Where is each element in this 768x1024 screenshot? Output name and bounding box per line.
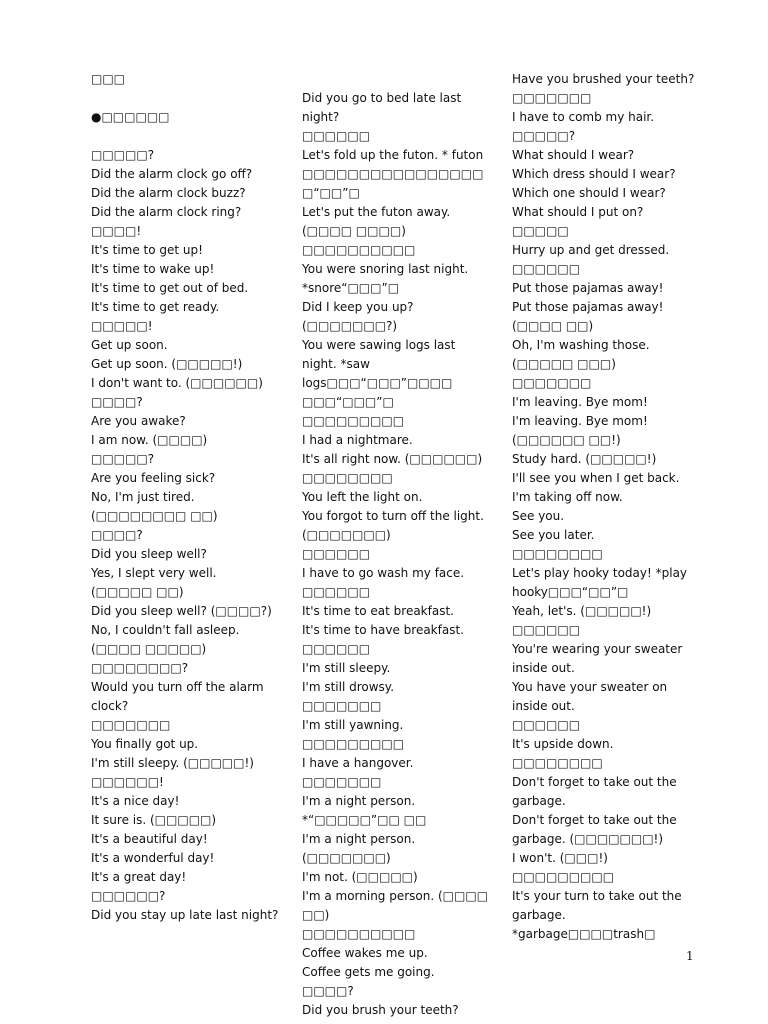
text-line: I'm still yawning. <box>302 718 404 732</box>
text-line: It's time to get ready. <box>91 300 220 314</box>
text-line: Would you turn off the alarm clock? <box>91 680 268 713</box>
blank-line <box>91 89 281 108</box>
text-line: Let's put the futon away. (□□□□ □□□□) <box>302 205 455 238</box>
text-line: □□□□□□□□□ <box>512 870 615 884</box>
text-line: □□□□□□ <box>302 547 371 561</box>
text-line: □□□□! <box>91 224 142 238</box>
text-line: □□□□□□□ <box>91 718 171 732</box>
text-line: Hurry up and get dressed. <box>512 243 670 257</box>
text-line: □□□□□□□□□□ <box>302 927 416 941</box>
text-line: It's time to get up! <box>91 243 203 257</box>
text-line: Did you go to bed late last night? <box>302 91 465 124</box>
text-line: □□□ <box>91 72 126 86</box>
text-line: □□□□? <box>302 984 354 998</box>
text-line: □□□□□! <box>91 319 153 333</box>
text-line: □□□□□□ <box>512 262 581 276</box>
text-line: □□□□□? <box>512 129 576 143</box>
blank-line <box>91 127 281 146</box>
text-line: Put those pajamas away! <box>512 281 664 295</box>
text-line: □□□□□□? <box>91 889 166 903</box>
text-line: It's time to wake up! <box>91 262 215 276</box>
text-line: It's a wonderful day! <box>91 851 215 865</box>
text-line: No, I'm just tired. (□□□□□□□□ □□) <box>91 490 218 523</box>
text-line: I had a nightmare. <box>302 433 413 447</box>
text-line: Did you sleep well? <box>91 547 207 561</box>
text-line: It's all right now. (□□□□□□) <box>302 452 483 466</box>
text-line: □□□□□□□ <box>302 775 382 789</box>
text-line: □□□□□□□□□ <box>302 737 405 751</box>
text-line: Have you brushed your teeth? <box>512 72 695 86</box>
text-line: Are you feeling sick? <box>91 471 216 485</box>
page-number: 1 <box>686 949 694 963</box>
text-line: I'm a night person. (□□□□□□□) <box>302 832 419 865</box>
text-line: □□□□□□□□ <box>512 756 603 770</box>
text-line: I'm a night person. *“□□□□□”□□ □□ <box>302 794 427 827</box>
text-line: I don't want to. (□□□□□□) <box>91 376 263 390</box>
text-line: Put those pajamas away! (□□□□ □□) <box>512 300 668 333</box>
text-line: It's a great day! <box>91 870 187 884</box>
text-line: □□□□□□□□□ <box>302 414 405 428</box>
text-line: I'm leaving. Bye mom! <box>512 395 648 409</box>
text-line: I am now. (□□□□) <box>91 433 208 447</box>
text-line: You have your sweater on inside out. <box>512 680 671 713</box>
text-line: Yeah, let's. (□□□□□!) <box>512 604 652 618</box>
text-line: I'm not. (□□□□□) <box>302 870 418 884</box>
text-line: Let's fold up the futon. * futon □□□□□□□□□□□□□□□□□“□□”□ <box>302 148 488 200</box>
text-line: □□□□□□ <box>302 585 371 599</box>
text-line: It's your turn to take out the garbage. *garbage□□□□trash□ <box>512 889 686 941</box>
text-line: What should I wear? <box>512 148 635 162</box>
text-line: I'm still sleepy. (□□□□□!) <box>91 756 254 770</box>
text-line: You're wearing your sweater inside out. <box>512 642 687 675</box>
text-line: I'm still drowsy. <box>302 680 395 694</box>
text-line: I have to comb my hair. <box>512 110 655 124</box>
text-line: □□□□? <box>91 528 143 542</box>
text-line: Get up soon. (□□□□□!) <box>91 357 243 371</box>
text-column-middle <box>302 70 492 1020</box>
text-column-right <box>512 70 702 944</box>
text-line: Did the alarm clock ring? <box>91 205 242 219</box>
text-line: You left the light on. <box>302 490 423 504</box>
text-line: Don't forget to take out the garbage. (□□□□□□□!) <box>512 813 681 846</box>
text-line: I have a hangover. <box>302 756 414 770</box>
text-column-left <box>91 70 281 925</box>
text-line: I'll see you when I get back. <box>512 471 680 485</box>
text-line: Coffee gets me going. <box>302 965 435 979</box>
text-line: □□□□□□ <box>302 129 371 143</box>
text-line: What should I put on? <box>512 205 644 219</box>
text-line: □□□□□? <box>91 148 155 162</box>
text-line: ●□□□□□□ <box>91 110 170 124</box>
text-line: Oh, I'm washing those. (□□□□□ □□□) <box>512 338 654 371</box>
text-line: □□□□□□ <box>512 623 581 637</box>
text-line: Study hard. (□□□□□!) <box>512 452 657 466</box>
text-line: Let's play hooky today! *play hooky□□□“□□”□ <box>512 566 691 599</box>
text-line: Which dress should I wear? <box>512 167 676 181</box>
text-line: □□□□□□□□ <box>512 547 603 561</box>
text-line: □□□□□□□□? <box>91 661 189 675</box>
text-line: □□□□□□□ <box>512 376 592 390</box>
text-line: Did the alarm clock buzz? <box>91 186 246 200</box>
text-line: □□□□□□ <box>302 642 371 656</box>
text-line: Which one should I wear? <box>512 186 666 200</box>
text-line: It's time to get out of bed. <box>91 281 249 295</box>
text-line: I'm a morning person. (□□□□ □□) <box>302 889 492 922</box>
text-line: Are you awake? <box>91 414 186 428</box>
text-line: It's a nice day! <box>91 794 180 808</box>
text-line: Get up soon. <box>91 338 168 352</box>
text-line: Did I keep you up? (□□□□□□□?) <box>302 300 418 333</box>
text-line: It's time to have breakfast. <box>302 623 464 637</box>
text-line: Yes, I slept very well. (□□□□□ □□) <box>91 566 221 599</box>
text-line: I'm still sleepy. <box>302 661 391 675</box>
text-line: □□□□□□□ <box>512 91 592 105</box>
text-line: See you later. <box>512 528 595 542</box>
text-line: It's time to eat breakfast. <box>302 604 454 618</box>
text-line: Did you brush your teeth? <box>302 1003 459 1017</box>
text-line: Did you stay up late last night? <box>91 908 279 922</box>
text-line: □□□□□□□□ <box>302 471 393 485</box>
blank-line <box>302 70 492 89</box>
text-line: You were snoring last night. *snore“□□□”□ <box>302 262 473 295</box>
text-line: You were sawing logs last night. *saw logs□□□“□□□”□□□□ □□□“□□□”□ <box>302 338 460 409</box>
text-line: Don't forget to take out the garbage. <box>512 775 681 808</box>
text-line: Did you sleep well? (□□□□?) <box>91 604 272 618</box>
text-line: □□□□□□□ <box>302 699 382 713</box>
text-line: □□□□□□ <box>512 718 581 732</box>
text-line: □□□□□? <box>91 452 155 466</box>
text-line: I'm taking off now. <box>512 490 623 504</box>
text-line: □□□□□□! <box>91 775 164 789</box>
text-line: □□□□□□□□□□ <box>302 243 416 257</box>
text-line: I'm leaving. Bye mom! (□□□□□□ □□!) <box>512 414 652 447</box>
text-line: I won't. (□□□!) <box>512 851 608 865</box>
text-line: See you. <box>512 509 565 523</box>
text-line: You finally got up. <box>91 737 199 751</box>
text-line: It's upside down. <box>512 737 614 751</box>
text-line: □□□□? <box>91 395 143 409</box>
text-line: Did the alarm clock go off? <box>91 167 253 181</box>
text-line: It's a beautiful day! <box>91 832 208 846</box>
text-line: Coffee wakes me up. <box>302 946 428 960</box>
text-line: No, I couldn't fall asleep. (□□□□ □□□□□) <box>91 623 244 656</box>
text-line: □□□□□ <box>512 224 569 238</box>
text-line: You forgot to turn off the light. (□□□□□□□) <box>302 509 488 542</box>
text-line: It sure is. (□□□□□) <box>91 813 217 827</box>
text-line: I have to go wash my face. <box>302 566 465 580</box>
